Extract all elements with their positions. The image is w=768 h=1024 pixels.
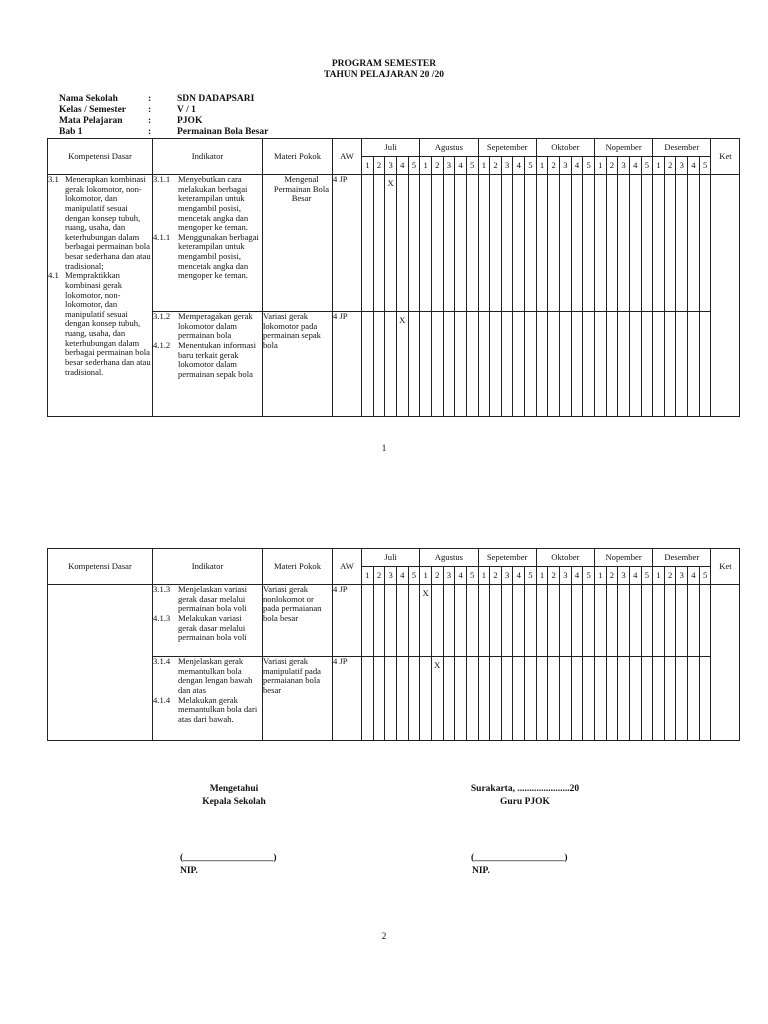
week-number: 4	[688, 567, 700, 585]
week-cell	[385, 312, 397, 417]
indikator-item	[153, 341, 262, 380]
week-number: 4	[455, 157, 467, 175]
week-number: 1	[478, 567, 490, 585]
week-cell	[606, 312, 618, 417]
week-cell	[490, 312, 502, 417]
week-cell	[396, 657, 408, 741]
week-cell	[688, 175, 700, 312]
week-number: 2	[664, 157, 676, 175]
week-cell	[525, 585, 537, 657]
info-value: PJOK	[177, 116, 203, 126]
week-cell	[583, 585, 595, 657]
table-row	[48, 585, 740, 657]
week-number: 4	[629, 157, 641, 175]
header-indikator: Indikator	[153, 139, 263, 175]
week-number: 4	[513, 567, 525, 585]
sign-left-bracket: (___________________)	[180, 853, 277, 863]
week-number: 1	[594, 157, 606, 175]
week-cell	[560, 175, 572, 312]
week-cell	[699, 585, 711, 657]
indikator-text: Melakukan variasi gerak dasar melalui permainan bola voli	[178, 612, 247, 643]
week-number: 5	[699, 567, 711, 585]
indikator-cell	[153, 585, 263, 657]
week-cell	[431, 312, 443, 417]
week-cell	[618, 312, 630, 417]
info-label: Mata Pelajaran	[59, 116, 123, 126]
week-number: 5	[699, 157, 711, 175]
week-cell	[490, 585, 502, 657]
header-ket: Ket	[711, 139, 740, 175]
week-number: 5	[583, 567, 595, 585]
week-cell	[443, 585, 455, 657]
aw-cell: 4 JP	[333, 312, 362, 417]
week-number: 3	[676, 157, 688, 175]
program-table-page1	[47, 138, 740, 417]
week-cell	[583, 175, 595, 312]
indikator-number: 3.1.3	[153, 584, 171, 594]
ket-cell	[711, 175, 740, 417]
week-cell	[490, 175, 502, 312]
week-cell	[536, 312, 548, 417]
week-cell	[396, 585, 408, 657]
week-number: 2	[373, 567, 385, 585]
week-number: 2	[548, 157, 560, 175]
week-cell	[653, 657, 665, 741]
week-number: 1	[420, 567, 432, 585]
week-cell	[513, 175, 525, 312]
week-cell	[641, 657, 653, 741]
week-cell	[560, 657, 572, 741]
week-number: 1	[653, 567, 665, 585]
month-desember: Desember	[653, 549, 711, 567]
week-cell	[688, 585, 700, 657]
indikator-text: Menjelaskan gerak memantulkan bola dengan lengan bawah dan atas	[178, 656, 253, 695]
week-cell	[664, 175, 676, 312]
indikator-item	[153, 696, 262, 725]
indikator-number: 4.1.3	[153, 612, 171, 623]
aw-cell: 4 JP	[333, 175, 362, 312]
sign-left-nip: NIP.	[180, 866, 198, 876]
indikator-cell	[153, 175, 263, 312]
week-cell	[688, 312, 700, 417]
week-number: 1	[362, 567, 374, 585]
week-cell	[525, 175, 537, 312]
week-cell	[478, 312, 490, 417]
indikator-number: 4.1.2	[153, 339, 171, 350]
week-cell	[676, 175, 688, 312]
week-number: 2	[490, 567, 502, 585]
week-cell	[571, 585, 583, 657]
month-september: Sepetember	[478, 549, 536, 567]
info-value: V / 1	[177, 105, 196, 115]
week-cell	[431, 585, 443, 657]
info-separator: :	[148, 94, 152, 104]
info-value: SDN DADAPSARI	[177, 94, 255, 104]
week-cell	[618, 585, 630, 657]
week-number: 5	[525, 157, 537, 175]
week-cell	[362, 175, 374, 312]
indikator-text: Menjelaskan variasi gerak dasar melalui permainan bola voli	[178, 584, 247, 614]
week-cell	[653, 585, 665, 657]
info-label: Bab 1	[59, 127, 83, 137]
week-cell	[466, 312, 478, 417]
week-number: 4	[396, 567, 408, 585]
week-number: 5	[641, 157, 653, 175]
week-number: 2	[664, 567, 676, 585]
header-indikator: Indikator	[153, 549, 263, 585]
week-cell	[478, 585, 490, 657]
week-cell	[408, 657, 420, 741]
week-cell	[501, 657, 513, 741]
week-number: 3	[443, 157, 455, 175]
week-cell	[594, 585, 606, 657]
header-materi: Materi Pokok	[263, 549, 333, 585]
ket-cell	[711, 585, 740, 741]
week-number: 4	[455, 567, 467, 585]
week-number: 1	[362, 157, 374, 175]
week-cell	[594, 175, 606, 312]
week-number: 3	[676, 567, 688, 585]
indikator-number: 4.1.4	[153, 694, 171, 705]
week-cell	[629, 585, 641, 657]
sign-right-bracket: (___________________)	[471, 853, 568, 863]
indikator-number: 3.1.4	[153, 656, 171, 666]
week-number: 2	[431, 157, 443, 175]
page-number: 1	[381, 444, 387, 454]
week-cell	[373, 657, 385, 741]
indikator-number: 3.1.2	[153, 311, 171, 321]
week-cell	[536, 657, 548, 741]
week-cell	[653, 175, 665, 312]
week-cell	[455, 585, 467, 657]
indikator-number: 4.1.1	[153, 231, 171, 242]
indikator-cell	[153, 657, 263, 741]
week-cell	[501, 585, 513, 657]
week-number: 4	[571, 567, 583, 585]
sign-right-nip: NIP.	[472, 866, 490, 876]
month-desember: Desember	[653, 139, 711, 157]
week-cell	[443, 312, 455, 417]
week-number: 1	[536, 567, 548, 585]
month-agustus: Agustus	[420, 549, 478, 567]
week-number: 3	[501, 157, 513, 175]
month-nopember: Nopember	[594, 549, 652, 567]
week-cell	[571, 175, 583, 312]
indikator-text: Menyebutkan cara melakukan berbagai keterampilan untuk mengambil posisi, mencetak angka dan mengoper ke teman.	[178, 174, 249, 233]
materi-cell: Variasi gerak manipulatif pada permaianan bola besar	[263, 657, 333, 741]
week-cell	[606, 585, 618, 657]
week-number: 4	[629, 567, 641, 585]
month-nopember: Nopember	[594, 139, 652, 157]
week-cell	[688, 657, 700, 741]
week-number: 3	[443, 567, 455, 585]
month-oktober: Oktober	[536, 549, 594, 567]
materi-cell: Variasi gerak nonlokomot or pada permaianan bola besar	[263, 585, 333, 657]
info-value: Permainan Bola Besar	[177, 127, 269, 137]
week-cell	[385, 585, 397, 657]
week-cell	[466, 657, 478, 741]
week-number: 5	[641, 567, 653, 585]
week-number: 3	[618, 157, 630, 175]
week-cell	[513, 312, 525, 417]
week-cell	[455, 312, 467, 417]
indikator-item	[153, 312, 262, 341]
week-cell	[455, 175, 467, 312]
week-cell	[525, 657, 537, 741]
week-cell	[629, 175, 641, 312]
kd-item	[48, 175, 152, 271]
week-mark: X	[431, 657, 443, 741]
indikator-text: Menggunakan berbagai keterampilan untuk mengambil posisi, mencetak angka dan mengoper ke teman.	[178, 231, 259, 281]
week-cell	[362, 585, 374, 657]
indikator-item	[153, 614, 262, 643]
week-cell	[641, 585, 653, 657]
week-cell	[653, 312, 665, 417]
indikator-text: Memperagakan gerak lokomotor dalam permainan bola	[178, 311, 253, 341]
week-number: 1	[420, 157, 432, 175]
indikator-cell	[153, 312, 263, 417]
week-cell	[420, 657, 432, 741]
week-cell	[606, 657, 618, 741]
week-number: 3	[501, 567, 513, 585]
info-label: Nama Sekolah	[59, 94, 118, 104]
sign-right-line1: Surakarta, ......................20	[470, 784, 580, 794]
week-number: 3	[618, 567, 630, 585]
aw-cell: 4 JP	[333, 585, 362, 657]
week-cell	[641, 175, 653, 312]
kd-number: 3.1	[48, 174, 59, 184]
week-cell	[443, 657, 455, 741]
week-number: 1	[653, 157, 665, 175]
indikator-text: Menentukan informasi baru terkait gerak lokomotor dalam permainan sepak bola	[178, 339, 257, 379]
week-number: 5	[408, 157, 420, 175]
week-cell	[594, 312, 606, 417]
materi-cell: Mengenal Permainan Bola Besar	[263, 175, 333, 312]
week-cell	[443, 175, 455, 312]
week-cell	[466, 585, 478, 657]
week-cell	[664, 585, 676, 657]
week-number: 2	[548, 567, 560, 585]
week-cell	[664, 312, 676, 417]
week-number: 2	[606, 157, 618, 175]
week-cell	[373, 585, 385, 657]
info-separator: :	[148, 105, 152, 115]
table-row	[48, 175, 740, 312]
week-number: 5	[408, 567, 420, 585]
kd-cell	[48, 175, 153, 417]
week-cell	[408, 312, 420, 417]
program-table-page2	[47, 548, 740, 741]
week-number: 4	[513, 157, 525, 175]
week-number: 3	[385, 157, 397, 175]
page-number: 2	[381, 932, 387, 942]
week-cell	[594, 657, 606, 741]
month-oktober: Oktober	[536, 139, 594, 157]
indikator-item	[153, 585, 262, 614]
indikator-item	[153, 657, 262, 696]
month-juli: Juli	[362, 139, 420, 157]
week-mark: X	[420, 585, 432, 657]
sign-left-line1: Mengetahui	[209, 784, 259, 794]
week-cell	[629, 657, 641, 741]
week-cell	[396, 175, 408, 312]
week-cell	[513, 585, 525, 657]
week-number: 3	[385, 567, 397, 585]
week-cell	[571, 657, 583, 741]
week-cell	[501, 312, 513, 417]
week-cell	[385, 657, 397, 741]
week-cell	[618, 175, 630, 312]
week-cell	[583, 657, 595, 741]
week-cell	[676, 657, 688, 741]
kd-text: Mempraktikkan kombinasi gerak lokomotor, non-lokomotor, dan manipulatif sesuai dengan konsep tubuh, ruang, usaha, dan keterhubungan dalam berbagai permainan bola besar sederhana dan atau tradisional.	[65, 270, 151, 377]
week-number: 5	[525, 567, 537, 585]
week-cell	[618, 657, 630, 741]
week-cell	[420, 175, 432, 312]
week-cell	[536, 175, 548, 312]
week-cell	[466, 175, 478, 312]
week-cell	[560, 585, 572, 657]
week-cell	[408, 585, 420, 657]
week-cell	[362, 312, 374, 417]
week-cell	[536, 585, 548, 657]
week-cell	[664, 657, 676, 741]
week-cell	[699, 175, 711, 312]
week-number: 1	[594, 567, 606, 585]
week-cell	[373, 312, 385, 417]
week-cell	[501, 175, 513, 312]
week-cell	[676, 585, 688, 657]
week-number: 5	[583, 157, 595, 175]
month-juli: Juli	[362, 549, 420, 567]
week-cell	[362, 657, 374, 741]
week-cell	[560, 312, 572, 417]
header-aw: AW	[333, 139, 362, 175]
week-number: 2	[431, 567, 443, 585]
week-mark: X	[396, 312, 408, 417]
week-cell	[431, 175, 443, 312]
header-ket: Ket	[711, 549, 740, 585]
header-kd: Kompetensi Dasar	[48, 139, 153, 175]
week-cell	[606, 175, 618, 312]
week-cell	[699, 657, 711, 741]
week-cell	[641, 312, 653, 417]
week-cell	[548, 585, 560, 657]
week-cell	[699, 312, 711, 417]
header-materi: Materi Pokok	[263, 139, 333, 175]
indikator-text: Melakukan gerak memantulkan bola dari atas dari bawah.	[178, 694, 258, 724]
week-number: 2	[373, 157, 385, 175]
month-agustus: Agustus	[420, 139, 478, 157]
week-number: 5	[466, 567, 478, 585]
sign-left-line2: Kepala Sekolah	[202, 797, 266, 807]
week-cell	[548, 657, 560, 741]
week-cell	[455, 657, 467, 741]
kd-number: 4.1	[48, 270, 59, 281]
indikator-item	[153, 175, 262, 233]
week-number: 2	[490, 157, 502, 175]
week-cell	[420, 312, 432, 417]
week-number: 4	[688, 157, 700, 175]
week-cell	[408, 175, 420, 312]
aw-cell: 4 JP	[333, 657, 362, 741]
info-separator: :	[148, 116, 152, 126]
month-september: Sepetember	[478, 139, 536, 157]
week-cell	[548, 312, 560, 417]
week-number: 2	[606, 567, 618, 585]
week-number: 5	[466, 157, 478, 175]
week-cell	[373, 175, 385, 312]
week-cell	[629, 312, 641, 417]
week-cell	[525, 312, 537, 417]
week-cell	[478, 657, 490, 741]
kd-text: Menerapkan kombinasi gerak lokomotor, non-lokomotor, dan manipulatif sesuai dengan konsep tubuh, ruang, usaha, dan keterhubungan dalam berbagai permainan bola besar sederhana dan atau tradisional;	[65, 174, 151, 271]
week-cell	[478, 175, 490, 312]
header-aw: AW	[333, 549, 362, 585]
info-label: Kelas / Semester	[59, 105, 127, 115]
materi-cell: Variasi gerak lokomotor pada permainan sepak bola	[263, 312, 333, 417]
document-title: PROGRAM SEMESTER	[331, 59, 437, 69]
week-mark: X	[385, 175, 397, 312]
week-number: 3	[560, 567, 572, 585]
week-cell	[571, 312, 583, 417]
week-cell	[583, 312, 595, 417]
info-separator: :	[148, 127, 152, 137]
week-cell	[513, 657, 525, 741]
indikator-number: 3.1.1	[153, 174, 171, 184]
week-number: 1	[536, 157, 548, 175]
indikator-item	[153, 233, 262, 281]
week-number: 1	[478, 157, 490, 175]
week-cell	[676, 312, 688, 417]
kd-item	[48, 271, 152, 377]
header-kd: Kompetensi Dasar	[48, 549, 153, 585]
week-number: 4	[396, 157, 408, 175]
week-number: 4	[571, 157, 583, 175]
week-number: 3	[560, 157, 572, 175]
sign-right-line2: Guru PJOK	[500, 797, 550, 807]
kd-cell	[48, 585, 153, 741]
week-cell	[490, 657, 502, 741]
document-subtitle: TAHUN PELAJARAN 20 /20	[324, 70, 444, 80]
week-cell	[548, 175, 560, 312]
